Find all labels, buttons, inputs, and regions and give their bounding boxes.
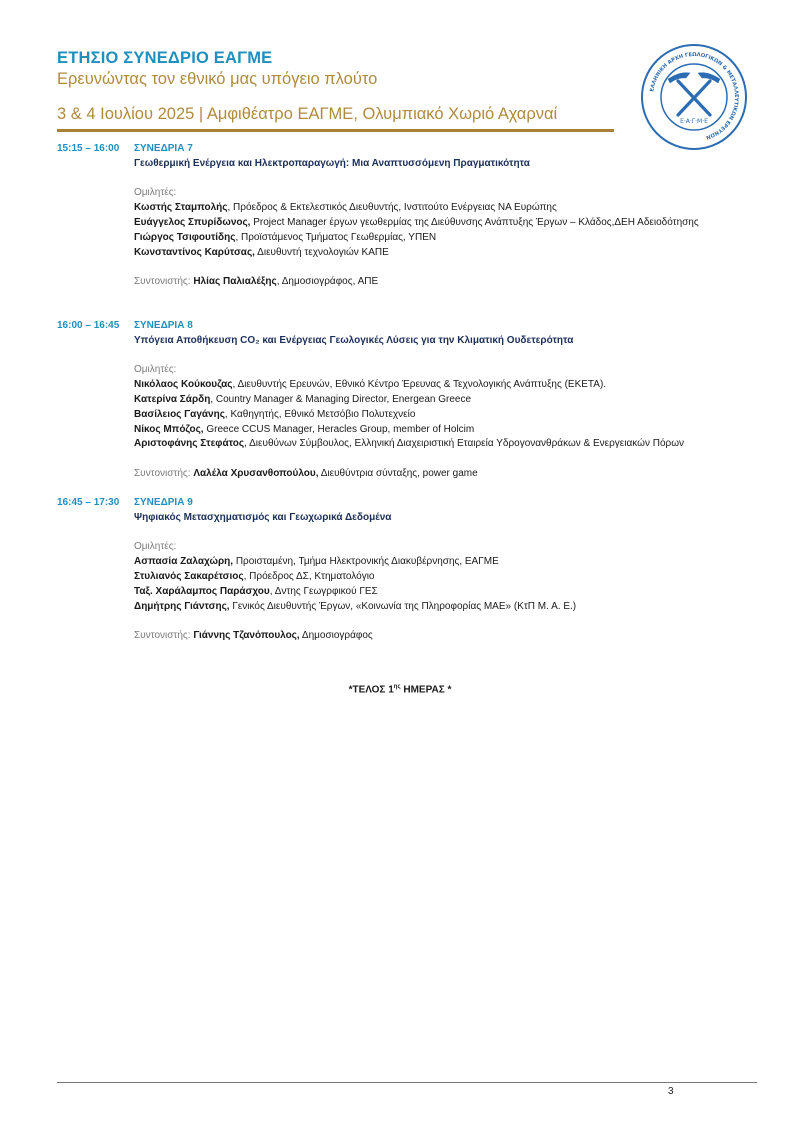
- speaker-name: Ασπασία Ζαλαχώρη,: [134, 556, 234, 568]
- session-label: ΣΥΝΕΔΡΙΑ 9: [134, 497, 193, 508]
- speaker-name: Ευάγγελος Σπυρίδωνος,: [134, 216, 251, 228]
- speaker-entry: [134, 555, 754, 570]
- speakers-label: Ομιλητές:: [134, 541, 177, 553]
- speaker-entry: Γιώργος Τσιφουτίδης, Προϊστάμενος Τμήματος Γεωθερμίας, ΥΠΕΝ: [134, 231, 437, 243]
- speaker-role: Διευθύνων Σύμβουλος, Ελληνική Διαχειριστική Εταιρεία Υδρογονανθράκων & Ενεργειακών Πόρων: [246, 438, 685, 450]
- speakers-label: Ομιλητές:: [134, 364, 177, 376]
- speaker-entry: Νικόλαος Κούκουζας, Διευθυντής Ερευνών, Εθνικό Κέντρο Έρευνας & Τεχνολογικής Ανάπτυξης (ΕΚΕΤΑ).: [134, 379, 607, 391]
- speaker-name: Στυλιανός Σακαρέτσιος: [134, 570, 244, 582]
- moderator-name: Ηλίας Παλιαλέξης: [193, 276, 277, 288]
- speaker-role: Διευθυντή τεχνολογιών ΚΑΠΕ: [254, 246, 389, 258]
- speaker-role: Πρόεδρος & Εκτελεστικός Διευθυντής, Ινστιτούτο Ενέργειας ΝΑ Ευρώπης: [230, 202, 557, 214]
- footer-divider: [57, 1082, 757, 1083]
- speaker-role: Πρόεδρος ΔΣ, Κτηματολόγιο: [246, 570, 375, 582]
- logo-ring-text: ΕΛΛΗΝΙΚΗ ΑΡΧΗ ΓΕΩΛΟΓΙΚΩΝ & ΜΕΤΑΛΛΕΥΤΙΚΩΝ ΕΡΕΥΝΩΝ: [649, 51, 740, 141]
- speaker-role: Γενικός Διευθυντής Έργων, «Κοινωνία της Πληροφορίας ΜΑΕ» (ΚτΠ Μ. Α. Ε.): [229, 600, 577, 612]
- speaker-role: Καθηγητής, Εθνικό Μετσόβιο Πολυτεχνείο: [227, 408, 416, 420]
- speaker-entry: [134, 246, 754, 261]
- session-title: Ψηφιακός Μετασχηματισμός και Γεωχωρικά Δεδομένα: [134, 511, 392, 523]
- page-header: [57, 48, 617, 125]
- speaker-entry: Στυλιανός Σακαρέτσιος, Πρόεδρος ΔΣ, Κτηματολόγιο: [134, 570, 375, 582]
- speaker-role: Project Manager έργων γεωθερμίας της Διεύθυνσης Ανάπτυξης Έργων – Κλάδος,ΔΕΗ Αδειοδότησης: [250, 216, 699, 228]
- moderator-label: Συντονιστής:: [134, 630, 191, 642]
- logo-bottom-text: Ε·Α·Γ·Μ·Ε: [680, 118, 708, 125]
- moderator-name: Λαλέλα Χρυσανθοπούλου,: [193, 467, 319, 479]
- speaker-entry: Κατερίνα Σάρδη, Country Manager & Managing Director, Energean Greece: [134, 393, 472, 405]
- speaker-name: Νικόλαος Κούκουζας: [134, 379, 233, 391]
- end-of-day-notice: *ΤΕΛΟΣ $1^{\eta\varsigma}$ ΗΜΕΡΑΣ *: [348, 684, 452, 696]
- speakers-label: Ομιλητές:: [134, 187, 177, 199]
- speaker-role: Greece CCUS Manager, Heracles Group, member of Holcim: [203, 423, 475, 435]
- speaker-name: Κατερίνα Σάρδη: [134, 393, 211, 405]
- speaker-name: Γιώργος Τσιφουτίδης: [134, 231, 236, 243]
- moderator-entry: [134, 467, 754, 482]
- speaker-name: Αριστοφάνης Στεφάτος: [134, 438, 245, 450]
- speaker-name: Βασίλειος Γαγάνης: [134, 408, 225, 420]
- speaker-entry: [134, 600, 754, 615]
- moderator-entry: [134, 275, 754, 290]
- speaker-name: Νίκος Μπόζος,: [134, 423, 204, 435]
- moderator-label: Συντονιστής:: [134, 276, 191, 288]
- session-title: Γεωθερμική Ενέργεια και Ηλεκτροπαραγωγή: Μια Αναπτυσσόμενη Πραγματικότητα: [134, 157, 530, 169]
- moderator-label: Συντονιστής:: [134, 467, 191, 479]
- speaker-entry: [134, 423, 754, 438]
- speaker-entry: Αριστοφάνης Στεφάτος, Διευθύνων Σύμβουλος, Ελληνική Διαχειριστική Εταιρεία Υδρογονανθράκων & Ενεργειακών Πόρων: [134, 438, 685, 450]
- speaker-entry: Βασίλειος Γαγάνης, Καθηγητής, Εθνικό Μετσόβιο Πολυτεχνείο: [134, 408, 416, 420]
- session-title: Υπόγεια Αποθήκευση CO₂ και Ενέργειας Γεωλογικές Λύσεις για την Κλιματική Ουδετερότητα: [134, 334, 574, 346]
- session-time: 16:45 – 17:30: [57, 497, 120, 508]
- moderator-name: Γιάννης Τζανόπουλος,: [193, 630, 300, 642]
- speaker-entry: [134, 216, 754, 231]
- session-time: 16:00 – 16:45: [57, 320, 120, 331]
- conference-title: ΕΤΗΣΙΟ ΣΥΝΕΔΡΙΟ ΕΑΓΜΕ: [57, 49, 273, 67]
- moderator-role: Διευθύντρια σύνταξης, power game: [318, 467, 478, 479]
- moderator-role: Δημοσιογράφος: [299, 630, 373, 642]
- speaker-role: Προισταμένη, Τμήμα Ηλεκτρονικής Διακυβέρνησης, ΕΑΓΜΕ: [233, 556, 499, 568]
- speaker-role: Προϊστάμενος Τμήματος Γεωθερμίας, ΥΠΕΝ: [238, 231, 437, 243]
- eagme-logo: [640, 43, 748, 151]
- speaker-name: Κωνσταντίνος Καρύτσας,: [134, 246, 255, 258]
- speaker-role: Διευθυντής Ερευνών, Εθνικό Κέντρο Έρευνας & Τεχνολογικής Ανάπτυξης (ΕΚΕΤΑ).: [235, 379, 607, 391]
- session-label: ΣΥΝΕΔΡΙΑ 7: [134, 143, 193, 154]
- moderator-role: , Δημοσιογράφος, ΑΠΕ: [276, 276, 379, 288]
- conference-subtitle: Ερευνώντας τον εθνικό μας υπόγειο πλούτο: [57, 70, 378, 88]
- speaker-name: Κωστής Σταμπολής: [134, 202, 228, 214]
- speaker-role: Country Manager & Managing Director, Energean Greece: [213, 393, 472, 405]
- session-time: 15:15 – 16:00: [57, 143, 120, 154]
- session-label: ΣΥΝΕΔΡΙΑ 8: [134, 320, 193, 331]
- speaker-entry: Ταξ. Χαράλαμπος Παράσχου, Δντης Γεωγρφικού ΓΕΣ: [134, 585, 378, 597]
- speaker-entry: Κωστής Σταμπολής, Πρόεδρος & Εκτελεστικός Διευθυντής, Ινστιτούτο Ενέργειας ΝΑ Ευρώπης: [134, 202, 557, 214]
- conference-date-venue: 3 & 4 Ιουλίου 2025 | Αμφιθέατρο ΕΑΓΜΕ, Ολυμπιακό Χωριό Αχαρναί: [57, 105, 558, 123]
- speaker-role: Δντης Γεωγρφικού ΓΕΣ: [272, 585, 378, 597]
- header-divider: [57, 129, 614, 132]
- moderator-entry: [134, 629, 754, 644]
- speaker-name: Δημήτρης Γιάντσης,: [134, 600, 230, 612]
- crossed-hammers-icon: [668, 73, 720, 115]
- speaker-name: Ταξ. Χαράλαμπος Παράσχου: [134, 585, 270, 597]
- page-number: 3: [668, 1086, 674, 1097]
